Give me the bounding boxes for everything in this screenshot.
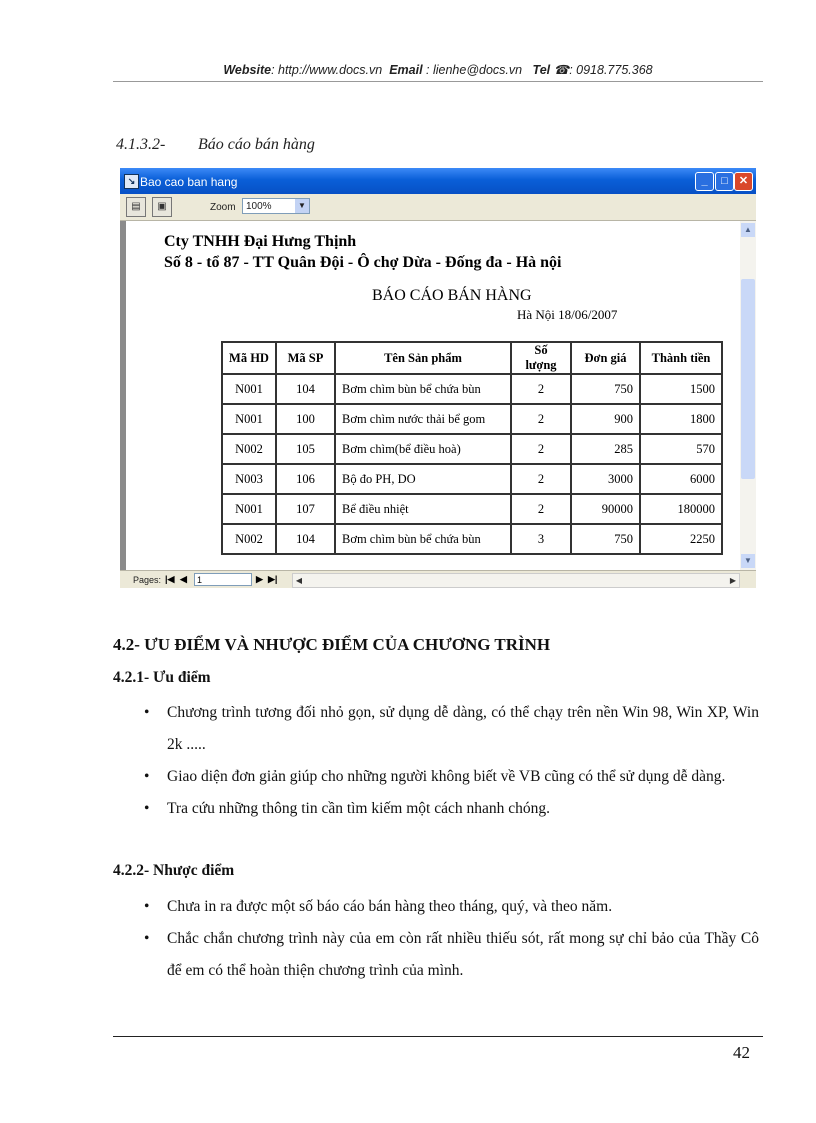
page-input-value: 1 [197, 575, 203, 585]
column-header: Số lượng [511, 342, 571, 374]
scroll-right-icon[interactable]: ▶ [729, 576, 737, 585]
bullet-icon: • [144, 800, 150, 817]
footer-divider [113, 1036, 763, 1037]
table-row [222, 404, 722, 434]
cell-total: 2250 [640, 524, 722, 554]
bullet-icon: • [144, 704, 150, 721]
table-row [222, 464, 722, 494]
page-number: 42 [733, 1043, 750, 1062]
list-item [113, 891, 759, 923]
previous-page-icon[interactable]: ◀ [180, 574, 187, 584]
cell-total: 180000 [640, 494, 722, 524]
window-titlebar[interactable] [120, 168, 756, 194]
print-icon[interactable]: ▤ [126, 197, 146, 217]
cell-total: 6000 [640, 464, 722, 494]
list-item-text: Tra cứu những thông tin cần tìm kiếm một cách nhanh chóng. [167, 800, 550, 817]
company-name: Cty TNHH Đại Hưng Thịnh [164, 233, 357, 250]
website-value: : http://www.docs.vn [271, 63, 383, 77]
cell-invoice: N001 [222, 374, 276, 404]
cell-product-name: Bơm chìm nước thải bể gom [335, 404, 511, 434]
header-divider [113, 81, 763, 82]
cell-unit-price: 750 [571, 524, 640, 554]
email-label: Email [389, 63, 423, 77]
list-item [113, 923, 759, 987]
cell-product-id: 104 [276, 524, 335, 554]
bullet-icon: • [144, 930, 150, 947]
subsection-label: Báo cáo bán hàng [198, 136, 315, 153]
cell-quantity: 2 [511, 374, 571, 404]
cell-product-id: 107 [276, 494, 335, 524]
report-viewer [120, 221, 740, 570]
subsection-title [116, 136, 315, 154]
cell-unit-price: 750 [571, 374, 640, 404]
zoom-select[interactable] [242, 198, 310, 214]
cell-quantity: 2 [511, 494, 571, 524]
cell-product-name: Bơm chìm bùn bể chứa bùn [335, 524, 511, 554]
disadvantages-list [113, 891, 759, 987]
email-value: : lienhe@docs.vn [426, 63, 523, 77]
scroll-thumb[interactable] [741, 279, 755, 479]
table-row [222, 374, 722, 404]
cell-total: 570 [640, 434, 722, 464]
export-icon[interactable]: ▣ [152, 197, 172, 217]
cell-invoice: N001 [222, 404, 276, 434]
section-heading: 4.2- ƯU ĐIỂM VÀ NHƯỢC ĐIỂM CỦA CHƯƠNG TRÌNH [113, 635, 551, 654]
table-row [222, 434, 722, 464]
bullet-icon: • [144, 898, 150, 915]
vertical-scrollbar[interactable] [740, 221, 756, 570]
cell-unit-price: 900 [571, 404, 640, 434]
app-icon: ↘ [124, 174, 139, 189]
column-header: Tên Sản phẩm [335, 342, 511, 374]
cell-unit-price: 3000 [571, 464, 640, 494]
column-header: Mã SP [276, 342, 335, 374]
bullet-icon: • [144, 768, 150, 785]
cell-quantity: 2 [511, 434, 571, 464]
viewer-margin [120, 221, 126, 570]
pages-label: Pages: [133, 575, 162, 585]
page-number-input[interactable] [194, 573, 252, 586]
minimize-button[interactable]: _ [695, 172, 714, 191]
subsection-number: 4.1.3.2- [116, 136, 166, 153]
list-item-text: Chưa in ra được một số báo cáo bán hàng theo tháng, quý, và theo năm. [167, 898, 613, 915]
list-item-text: Giao diện đơn giản giúp cho những người không biết về VB cũng có thể sử dụng dễ dàng. [167, 768, 726, 785]
cell-invoice: N002 [222, 524, 276, 554]
window-title: Bao cao ban hang [140, 175, 238, 189]
column-header: Đơn giá [571, 342, 640, 374]
company-address: Số 8 - tổ 87 - TT Quân Đội - Ô chợ Dừa - Đống đa - Hà nội [164, 254, 562, 271]
maximize-button[interactable]: □ [715, 172, 734, 191]
scroll-up-icon[interactable]: ▲ [741, 223, 755, 237]
cell-product-id: 105 [276, 434, 335, 464]
report-title: BÁO CÁO BÁN HÀNG [372, 287, 532, 304]
cell-product-name: Bơm chìm bùn bể chứa bùn [335, 374, 511, 404]
tel-value: : 0918.775.368 [569, 63, 653, 77]
cell-product-name: Bộ đo PH, DO [335, 464, 511, 494]
report-window [120, 168, 756, 588]
cell-unit-price: 285 [571, 434, 640, 464]
list-item [113, 793, 759, 825]
scroll-down-icon[interactable]: ▼ [741, 554, 755, 568]
page-header [113, 62, 763, 77]
cell-quantity: 2 [511, 464, 571, 494]
cell-invoice: N001 [222, 494, 276, 524]
last-page-icon[interactable]: ▶| [268, 574, 278, 584]
website-label: Website [223, 63, 272, 77]
report-toolbar [120, 194, 756, 221]
cell-product-id: 100 [276, 404, 335, 434]
table-row [222, 524, 722, 554]
list-item [113, 761, 759, 793]
advantages-heading: 4.2.1- Ưu điểm [113, 669, 211, 686]
horizontal-scrollbar[interactable] [292, 573, 740, 588]
zoom-value: 100% [246, 201, 272, 212]
disadvantages-heading: 4.2.2- Nhược điểm [113, 862, 235, 879]
close-button[interactable]: ✕ [734, 172, 753, 191]
chevron-down-icon[interactable]: ▼ [295, 199, 309, 213]
cell-invoice: N002 [222, 434, 276, 464]
cell-quantity: 2 [511, 404, 571, 434]
cell-unit-price: 90000 [571, 494, 640, 524]
cell-invoice: N003 [222, 464, 276, 494]
list-item-text: Chắc chắn chương trình này của em còn rất nhiều thiếu sót, rất mong sự chỉ bảo của Thầy Cô để em có thể hoàn thiện chương trình của mình. [167, 930, 759, 979]
cell-product-name: Bể điều nhiệt [335, 494, 511, 524]
sales-table [221, 341, 723, 555]
phone-icon: ☎ [553, 63, 570, 77]
column-header: Mã HD [222, 342, 276, 374]
cell-product-id: 106 [276, 464, 335, 494]
cell-total: 1500 [640, 374, 722, 404]
cell-product-id: 104 [276, 374, 335, 404]
cell-product-name: Bơm chìm(bể điều hoà) [335, 434, 511, 464]
list-item [113, 697, 759, 761]
list-item-text: Chương trình tương đối nhỏ gọn, sử dụng dễ dàng, có thể chạy trên nền Win 98, Win XP, Win 2k ..... [167, 704, 759, 753]
column-header: Thành tiền [640, 342, 722, 374]
tel-label: Tel [532, 63, 551, 77]
cell-total: 1800 [640, 404, 722, 434]
table-row [222, 494, 722, 524]
next-page-icon[interactable]: ▶ [256, 574, 263, 584]
advantages-list [113, 697, 759, 825]
cell-quantity: 3 [511, 524, 571, 554]
report-date: Hà Nội 18/06/2007 [517, 307, 618, 322]
first-page-icon[interactable]: |◀ [165, 574, 175, 584]
scroll-left-icon[interactable]: ◀ [295, 576, 303, 585]
table-header-row [222, 342, 722, 374]
zoom-label: Zoom [210, 202, 236, 213]
page-navigator [120, 570, 756, 588]
